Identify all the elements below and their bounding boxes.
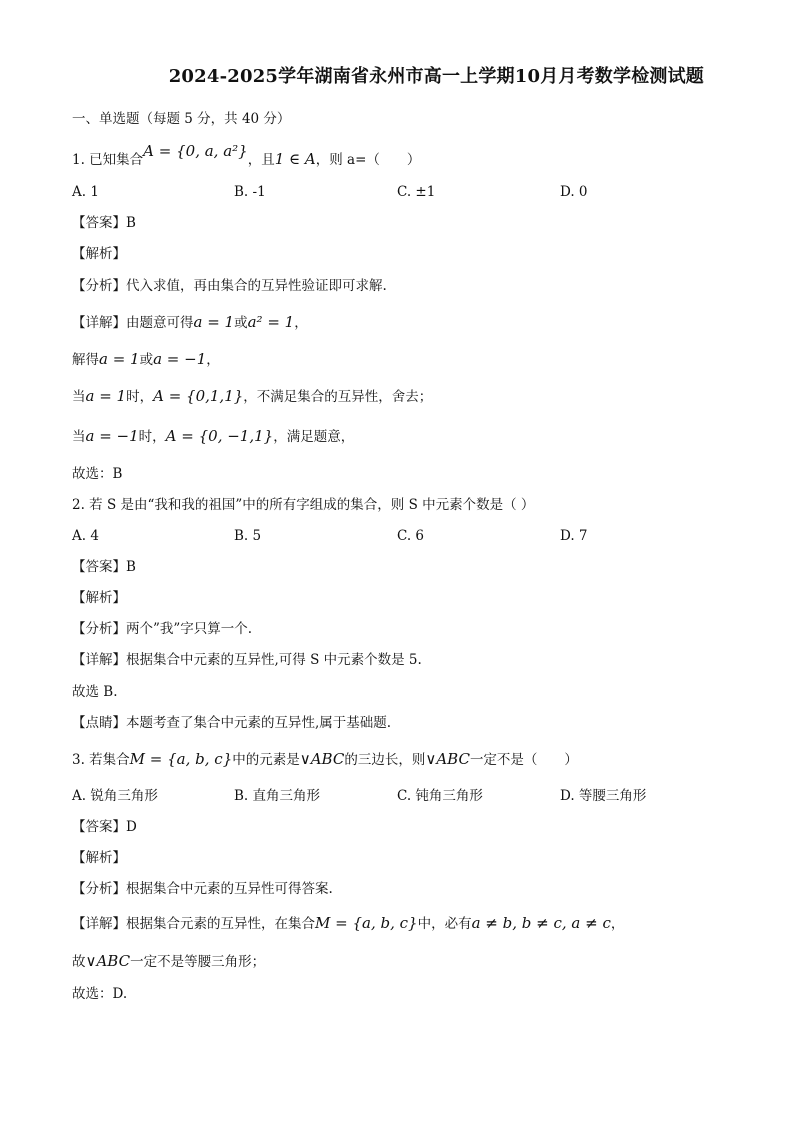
q1-solve-pre: 解得 <box>72 352 99 368</box>
q1-stem-post: ，则 a=（ ） <box>315 152 421 168</box>
q3-stem-post: 的三边长，则 <box>344 752 426 768</box>
q1-detail <box>72 313 308 332</box>
q2-stem: 2. 若 S 是由“我和我的祖国”中的所有字组成的集合，则 S 中元素个数是（ ） <box>72 497 535 513</box>
q3-detail-set: M = {a, b, c} <box>315 914 418 932</box>
q1-detail-eq1: a = 1 <box>193 313 235 331</box>
q1-stem-pre: 1. 已知集合 <box>72 152 144 168</box>
q2-detail: 【详解】根据集合中元素的互异性,可得 S 中元素个数是 5. <box>72 652 422 668</box>
q3-concl-triangle: ∨ABC <box>85 952 131 970</box>
q2-comment: 【点睛】本题考查了集合中元素的互异性,属于基础题. <box>72 715 392 731</box>
q3-choose: 故选：D. <box>72 986 128 1002</box>
q3-detail <box>72 914 624 933</box>
q1-answer: 【答案】B <box>72 215 136 231</box>
section-heading: 一、单选题（每题 5 分，共 40 分） <box>72 111 291 127</box>
q1-case2-eq: a = −1 <box>85 427 139 445</box>
q1-solve-eq2: a = −1 <box>153 350 207 368</box>
q1-detail-eq2: a² = 1 <box>247 313 295 331</box>
q3-option-b: B. 直角三角形 <box>234 788 321 804</box>
q1-case1-mid: 时， <box>126 389 154 405</box>
q1-case1-pre: 当 <box>72 389 86 405</box>
q2-analysis-head: 【解析】 <box>72 590 126 606</box>
q3-option-d: D. 等腰三角形 <box>560 788 647 804</box>
q1-option-d: D. 0 <box>560 184 588 200</box>
q1-solve-or: 或 <box>139 352 154 368</box>
q3-stem-end: 一定不是（ ） <box>469 752 578 768</box>
q1-detail-pre: 【详解】由题意可得 <box>72 315 194 331</box>
q2-option-d: D. 7 <box>560 528 588 544</box>
q1-case2-post: ，满足题意， <box>273 429 355 445</box>
q1-analysis-head: 【解析】 <box>72 246 126 262</box>
q1-case2-set: A = {0, −1,1} <box>165 427 274 445</box>
q3-detail-pre: 【详解】根据集合元素的互异性，在集合 <box>72 916 315 932</box>
q3-answer: 【答案】D <box>72 819 137 835</box>
q3-option-a: A. 锐角三角形 <box>72 788 158 804</box>
q1-case1-set: A = {0,1,1} <box>153 387 244 405</box>
q3-detail-mid: 中，必有 <box>417 916 472 932</box>
q1-stem-mid: ，且 <box>247 152 275 168</box>
q3-set-expr: M = {a, b, c} <box>129 750 233 768</box>
q1-detail-end: ， <box>294 315 308 331</box>
q3-analysis-head: 【解析】 <box>72 850 126 866</box>
q1-choose: 故选：B <box>72 466 123 482</box>
q2-option-c: C. 6 <box>397 528 425 544</box>
q3-conclusion <box>72 952 265 971</box>
page-title: 2024-2025学年湖南省永州市高一上学期10月月考数学检测试题 <box>168 66 704 87</box>
q3-triangle-2: ∨ABC <box>425 750 470 768</box>
q1-detail-or: 或 <box>234 315 248 331</box>
q3-stem-mid: 中的元素是 <box>232 752 300 768</box>
q2-option-a: A. 4 <box>72 528 99 544</box>
q1-option-c: C. ±1 <box>397 184 436 200</box>
q1-case1-post: ，不满足集合的互异性，舍去； <box>243 389 433 405</box>
q3-stem-pre: 3. 若集合 <box>72 752 130 768</box>
q3-concl-pre: 故 <box>72 954 86 970</box>
q1-stem <box>72 142 421 169</box>
q1-case1-eq: a = 1 <box>85 387 127 405</box>
q1-solve <box>72 350 220 369</box>
q1-case1 <box>72 387 432 406</box>
q1-case2-pre: 当 <box>72 429 86 445</box>
q1-cond: 1 ∈ A <box>274 150 316 168</box>
q1-solve-end: ， <box>206 352 220 368</box>
q2-answer: 【答案】B <box>72 559 136 575</box>
q1-case2 <box>72 427 354 446</box>
q2-choose: 故选 B. <box>72 684 118 700</box>
q3-detail-end: ， <box>610 916 625 932</box>
q1-case2-mid: 时， <box>138 429 166 445</box>
q1-solve-eq1: a = 1 <box>99 350 140 368</box>
q2-option-b: B. 5 <box>234 528 262 544</box>
q1-fenxi: 【分析】代入求值，再由集合的互异性验证即可求解. <box>72 278 387 294</box>
q2-fenxi: 【分析】两个”我”字只算一个. <box>72 621 253 637</box>
q1-option-b: B. -1 <box>234 184 266 200</box>
q3-triangle: ∨ABC <box>299 750 345 768</box>
q1-set-expr: A = {0, a, a²} <box>143 142 248 160</box>
q3-detail-ineq: a ≠ b, b ≠ c, a ≠ c <box>471 914 611 932</box>
q3-concl-post: 一定不是等腰三角形； <box>130 954 266 970</box>
q1-option-a: A. 1 <box>72 184 99 200</box>
q3-option-c: C. 钝角三角形 <box>397 788 483 804</box>
q3-stem <box>72 750 578 769</box>
q3-fenxi: 【分析】根据集合中元素的互异性可得答案. <box>72 881 333 897</box>
